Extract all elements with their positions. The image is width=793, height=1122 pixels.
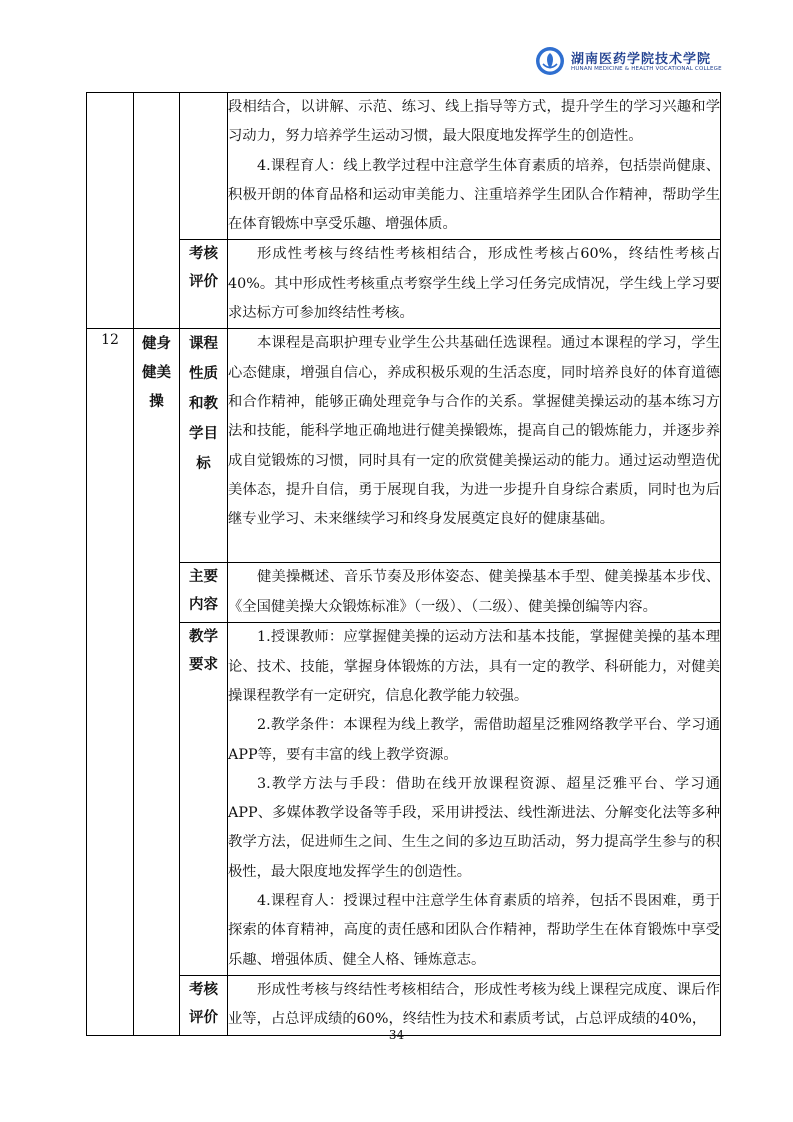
requirements-paragraph: 段相结合，以讲解、示范、练习、线上指导等方式，提升学生的学习兴趣和学习动力，努力培养学生运动习惯，最大限度地发挥学生的创造性。	[228, 99, 720, 145]
label-teaching-requirements: 教学 要求	[180, 623, 228, 976]
cell-assessment-continued: 形成性考核与终结性考核相结合，形成性考核占60%，终结性考核占40%。其中形成性考核重点考察学生线上学习任务完成情况，学生线上学习要求达标方可参加终结性考核。	[228, 240, 721, 329]
table-row	[87, 93, 721, 240]
cell-teaching-requirements	[228, 623, 721, 976]
table-row	[87, 563, 721, 623]
table-row	[87, 975, 721, 1035]
course-number: 12	[87, 329, 134, 1035]
page-number: 34	[388, 1028, 405, 1042]
course-name: 健身 健美 操	[134, 329, 180, 1035]
table-row	[87, 623, 721, 976]
label-main-content: 主要 内容	[180, 563, 228, 623]
table-row	[87, 329, 721, 563]
requirements-paragraph: 2.教学条件：本课程为线上教学，需借助超星泛雅网络教学平台、学习通APP等，要有丰富的线上教学资源。	[228, 717, 720, 763]
requirements-paragraph: 4.课程育人：授课过程中注意学生体育素质的培养，包括不畏困难，勇于探索的体育精神，高度的责任感和团队合作精神，帮助学生在体育锻炼中享受乐趣、增强体质、健全人格、锤炼意志。	[228, 893, 720, 968]
table-row	[87, 240, 721, 329]
cell-main-content: 健美操概述、音乐节奏及形体姿态、健美操基本手型、健美操基本步伐、《全国健美操大众锻炼标准》（一级）、（二级）、健美操创编等内容。	[228, 563, 721, 623]
cell-course-objectives: 本课程是高职护理专业学生公共基础任选课程。通过本课程的学习，学生心态健康，增强自信心，养成积极乐观的生活态度，同时培养良好的体育道德和合作精神，能够正确处理竞争与合作的关系。掌握健美操运动的基本练习方法和技能，能科学地正确地进行健美操锻炼，提高自己的锻炼能力，并逐步养成自觉锻炼的习惯，同时具有一定的欣赏健美操运动的能力。通过运动塑造优美体态，提升自信，勇于展现自我，为进一步提升自身综合素质，同时也为后继专业学习、未来继续学习和终身发展奠定良好的健康基础。	[228, 329, 721, 563]
label-course-objectives: 课程 性质 和教 学目 标	[180, 329, 228, 563]
label-assessment: 考核 评价	[180, 240, 228, 329]
college-name-en: HUNAN MEDICINE & HEALTH VOCATIONAL COLLEGE	[571, 66, 722, 72]
college-emblem-icon	[535, 46, 565, 76]
label-assessment: 考核 评价	[180, 975, 228, 1035]
requirements-paragraph: 1.授课教师：应掌握健美操的运动方法和基本技能，掌握健美操的基本理论、技术、技能，掌握身体锻炼的方法，具有一定的教学、科研能力，对健美操课程教学有一定研究，信息化教学能力较强。	[228, 629, 720, 704]
requirements-paragraph: 3.教学方法与手段：借助在线开放课程资源、超星泛雅平台、学习通APP、多媒体教学设备等手段，采用讲授法、线性渐进法、分解变化法等多种教学方法，促进师生之间、生生之间的多边互助活动，努力提高学生参与的积极性，最大限度地发挥学生的创造性。	[228, 775, 720, 880]
requirements-paragraph: 4.课程育人：线上教学过程中注意学生体育素质的培养，包括崇尚健康、积极开朗的体育品格和运动审美能力、注重培养学生团队合作精神，帮助学生在体育锻炼中享受乐趣、增强体质。	[228, 157, 720, 233]
college-name-cn: 湖南医药学院技术学院	[571, 52, 712, 67]
cell-assessment: 形成性考核与终结性考核相结合，形成性考核为线上课程完成度、课后作业等，占总评成绩的60%，终结性为技术和素质考试，占总评成绩的40%，	[228, 975, 721, 1035]
cell-teaching-requirements-continued	[228, 93, 721, 240]
curriculum-table	[86, 92, 721, 1036]
college-logo	[535, 46, 735, 80]
